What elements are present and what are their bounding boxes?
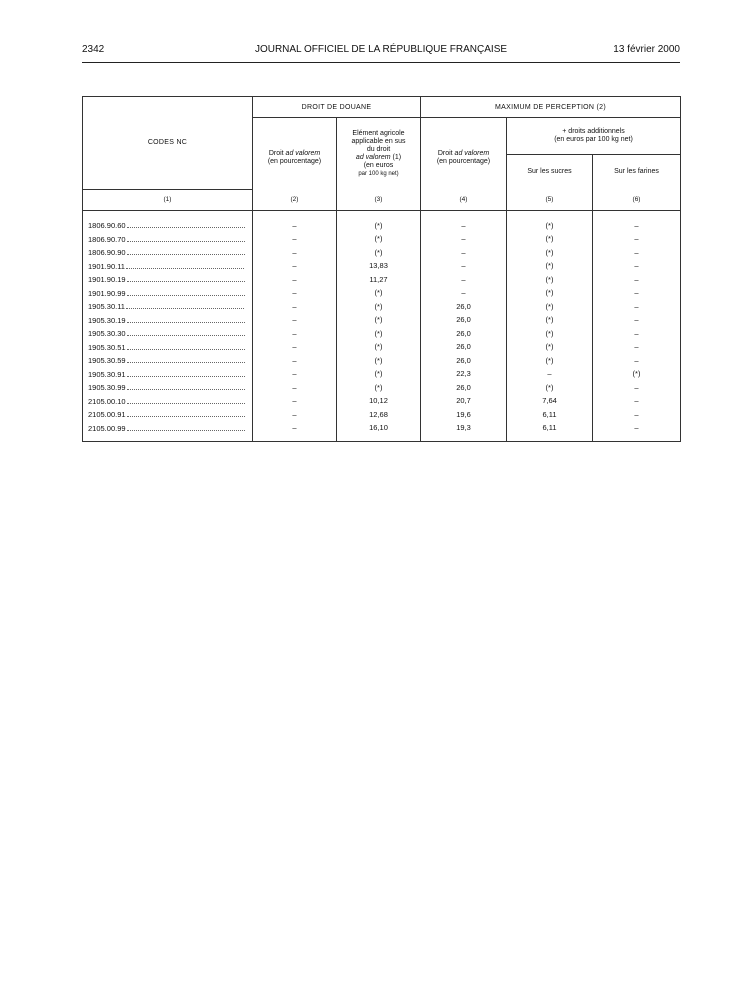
value-cell-c5: (*) <box>507 300 593 314</box>
value-cell-c3: (*) <box>337 246 421 260</box>
header-droit-de-douane: DROIT DE DOUANE <box>253 97 421 118</box>
leader-dots <box>127 423 245 431</box>
code-nc-cell <box>83 394 253 408</box>
value-cell-c2: – <box>253 246 337 260</box>
code-nc-cell <box>83 408 253 422</box>
value-cell-c4: – <box>421 232 507 246</box>
code-nc: 1901.90.19 <box>88 275 126 285</box>
value-cell-c3: 13,83 <box>337 259 421 273</box>
code-nc: 1905.30.99 <box>88 383 126 393</box>
code-nc-cell <box>83 273 253 287</box>
col-number: (3) <box>337 189 421 210</box>
code-nc: 1905.30.11 <box>88 302 125 312</box>
header-col2-pre: Droit <box>268 149 286 157</box>
code-nc: 1905.30.30 <box>88 329 126 339</box>
value-cell-c2: – <box>253 327 337 341</box>
value-cell-c6: – <box>593 286 681 300</box>
leader-dots <box>127 220 245 228</box>
header-col3-l3: du droit <box>366 145 391 153</box>
journal-title: JOURNAL OFFICIEL DE LA RÉPUBLIQUE FRANÇAISE <box>254 44 508 55</box>
leader-dots <box>127 409 245 417</box>
header-col4-post: (en pourcentage) <box>436 157 491 165</box>
value-cell-c2: – <box>253 300 337 314</box>
value-cell-c6: – <box>593 421 681 435</box>
value-cell-c2: – <box>253 381 337 395</box>
col-number: (5) <box>507 189 593 210</box>
code-nc: 1806.90.90 <box>88 248 126 258</box>
value-cell-c3: (*) <box>337 381 421 395</box>
table-row <box>83 313 681 327</box>
header-col2 <box>253 118 337 190</box>
value-cell-c2: – <box>253 354 337 368</box>
code-nc: 1901.90.99 <box>88 288 126 298</box>
col-number: (1) <box>83 189 253 210</box>
leader-dots <box>127 247 245 255</box>
value-cell-c2: – <box>253 259 337 273</box>
header-col2-post: (en pourcentage) <box>267 157 322 165</box>
leader-dots <box>127 396 245 404</box>
value-cell-c3: 10,12 <box>337 394 421 408</box>
value-cell-c6: – <box>593 340 681 354</box>
leader-dots <box>127 274 245 282</box>
value-cell-c5: (*) <box>507 286 593 300</box>
value-cell-c4: – <box>421 219 507 233</box>
value-cell-c5: (*) <box>507 219 593 233</box>
value-cell-c5: (*) <box>507 354 593 368</box>
value-cell-c6: – <box>593 259 681 273</box>
col-number: (4) <box>421 189 507 210</box>
value-cell-c5: (*) <box>507 246 593 260</box>
value-cell-c3: (*) <box>337 367 421 381</box>
header-col3-l4: (1) <box>390 153 402 161</box>
leader-dots <box>127 328 245 336</box>
value-cell-c6: – <box>593 219 681 233</box>
header-col6: Sur les farines <box>593 155 681 190</box>
header-add-l1: + droits additionnels <box>562 128 625 135</box>
leader-dots <box>127 369 245 377</box>
value-cell-c5: 6,11 <box>507 421 593 435</box>
value-cell-c5: (*) <box>507 259 593 273</box>
value-cell-c4: – <box>421 273 507 287</box>
header-col4-pre: Droit <box>437 149 455 157</box>
value-cell-c4: 20,7 <box>421 394 507 408</box>
table-row <box>83 381 681 395</box>
header-col3-italic: ad valorem <box>355 153 391 161</box>
leader-dots <box>127 234 245 242</box>
table-row <box>83 367 681 381</box>
leader-dots <box>127 355 245 363</box>
header-col3-l1: Elément agricole <box>352 129 405 137</box>
table-row <box>83 300 681 314</box>
page-header <box>82 44 680 58</box>
value-cell-c2: – <box>253 408 337 422</box>
code-nc-cell <box>83 232 253 246</box>
code-nc-cell <box>83 259 253 273</box>
table-row <box>83 421 681 435</box>
value-cell-c2: – <box>253 273 337 287</box>
table-end-row <box>83 435 681 442</box>
header-col3 <box>337 118 421 190</box>
header-col3-l5: (en euros <box>363 161 394 169</box>
value-cell-c5: (*) <box>507 313 593 327</box>
value-cell-c5: (*) <box>507 232 593 246</box>
value-cell-c3: (*) <box>337 300 421 314</box>
code-nc: 1905.30.59 <box>88 356 126 366</box>
code-nc: 1905.30.91 <box>88 369 126 379</box>
code-nc: 1905.30.19 <box>88 315 126 325</box>
value-cell-c6: – <box>593 381 681 395</box>
header-col2-italic: ad valorem <box>285 149 321 157</box>
value-cell-c5: (*) <box>507 340 593 354</box>
value-cell-c4: 26,0 <box>421 354 507 368</box>
table-row <box>83 246 681 260</box>
table-row <box>83 340 681 354</box>
code-nc: 1806.90.70 <box>88 234 126 244</box>
value-cell-c6: – <box>593 232 681 246</box>
value-cell-c4: 26,0 <box>421 327 507 341</box>
code-nc: 1806.90.60 <box>88 221 126 231</box>
value-cell-c4: 26,0 <box>421 300 507 314</box>
value-cell-c5: (*) <box>507 327 593 341</box>
header-col3-l6: par 100 kg net) <box>358 170 399 177</box>
value-cell-c2: – <box>253 219 337 233</box>
value-cell-c4: 26,0 <box>421 313 507 327</box>
value-cell-c2: – <box>253 313 337 327</box>
leader-dots <box>127 315 245 323</box>
code-nc-cell <box>83 381 253 395</box>
column-number-row <box>83 189 681 210</box>
code-nc: 1905.30.51 <box>88 342 126 352</box>
code-nc: 2105.00.99 <box>88 423 126 433</box>
table-row <box>83 394 681 408</box>
value-cell-c2: – <box>253 394 337 408</box>
code-nc-cell <box>83 313 253 327</box>
header-droits-additionnels <box>507 118 681 155</box>
header-col4 <box>421 118 507 190</box>
code-nc-cell <box>83 421 253 435</box>
table-row <box>83 408 681 422</box>
col-number: (2) <box>253 189 337 210</box>
value-cell-c6: – <box>593 327 681 341</box>
code-nc-cell <box>83 219 253 233</box>
value-cell-c3: (*) <box>337 286 421 300</box>
code-nc-cell <box>83 367 253 381</box>
value-cell-c5: 7,64 <box>507 394 593 408</box>
value-cell-c6: – <box>593 313 681 327</box>
value-cell-c6: – <box>593 300 681 314</box>
value-cell-c3: 16,10 <box>337 421 421 435</box>
spacer-row <box>83 210 681 219</box>
value-cell-c6: – <box>593 246 681 260</box>
value-cell-c2: – <box>253 340 337 354</box>
table-row <box>83 259 681 273</box>
code-nc: 2105.00.91 <box>88 410 126 420</box>
table-row <box>83 286 681 300</box>
table-row <box>83 354 681 368</box>
header-codes-nc: CODES NC <box>83 97 253 190</box>
col-number: (6) <box>593 189 681 210</box>
value-cell-c2: – <box>253 421 337 435</box>
value-cell-c4: 19,3 <box>421 421 507 435</box>
code-nc-cell <box>83 300 253 314</box>
value-cell-c5: – <box>507 367 593 381</box>
code-nc-cell <box>83 246 253 260</box>
leader-dots <box>127 382 245 390</box>
header-col4-italic: ad valorem <box>454 149 490 157</box>
value-cell-c6: – <box>593 354 681 368</box>
table-row <box>83 273 681 287</box>
value-cell-c3: 11,27 <box>337 273 421 287</box>
value-cell-c4: – <box>421 246 507 260</box>
tariff-table <box>82 96 681 442</box>
value-cell-c3: 12,68 <box>337 408 421 422</box>
leader-dots <box>126 301 244 309</box>
value-cell-c4: 26,0 <box>421 381 507 395</box>
value-cell-c5: (*) <box>507 273 593 287</box>
value-cell-c3: (*) <box>337 232 421 246</box>
table-row <box>83 219 681 233</box>
header-rule <box>82 62 680 63</box>
leader-dots <box>127 288 245 296</box>
value-cell-c4: – <box>421 259 507 273</box>
table-row <box>83 327 681 341</box>
code-nc-cell <box>83 340 253 354</box>
code-nc: 1901.90.11 <box>88 261 125 271</box>
code-nc-cell <box>83 286 253 300</box>
value-cell-c2: – <box>253 367 337 381</box>
value-cell-c2: – <box>253 232 337 246</box>
leader-dots <box>126 261 244 269</box>
value-cell-c4: 22,3 <box>421 367 507 381</box>
value-cell-c6: – <box>593 273 681 287</box>
value-cell-c6: (*) <box>593 367 681 381</box>
value-cell-c6: – <box>593 408 681 422</box>
header-add-l2: (en euros par 100 kg net) <box>554 136 633 143</box>
value-cell-c5: (*) <box>507 381 593 395</box>
leader-dots <box>127 342 245 350</box>
value-cell-c3: (*) <box>337 313 421 327</box>
value-cell-c3: (*) <box>337 340 421 354</box>
value-cell-c3: (*) <box>337 219 421 233</box>
value-cell-c3: (*) <box>337 327 421 341</box>
value-cell-c4: 26,0 <box>421 340 507 354</box>
header-col3-l2: applicable en sus <box>351 137 406 145</box>
value-cell-c5: 6,11 <box>507 408 593 422</box>
value-cell-c3: (*) <box>337 354 421 368</box>
code-nc-cell <box>83 354 253 368</box>
value-cell-c4: – <box>421 286 507 300</box>
issue-date: 13 février 2000 <box>613 44 680 55</box>
code-nc: 2105.00.10 <box>88 396 126 406</box>
value-cell-c2: – <box>253 286 337 300</box>
header-col5: Sur les sucres <box>507 155 593 190</box>
header-maximum-de-perception: MAXIMUM DE PERCEPTION (2) <box>421 97 681 118</box>
table-row <box>83 232 681 246</box>
value-cell-c4: 19,6 <box>421 408 507 422</box>
code-nc-cell <box>83 327 253 341</box>
value-cell-c6: – <box>593 394 681 408</box>
page-number: 2342 <box>82 44 105 55</box>
